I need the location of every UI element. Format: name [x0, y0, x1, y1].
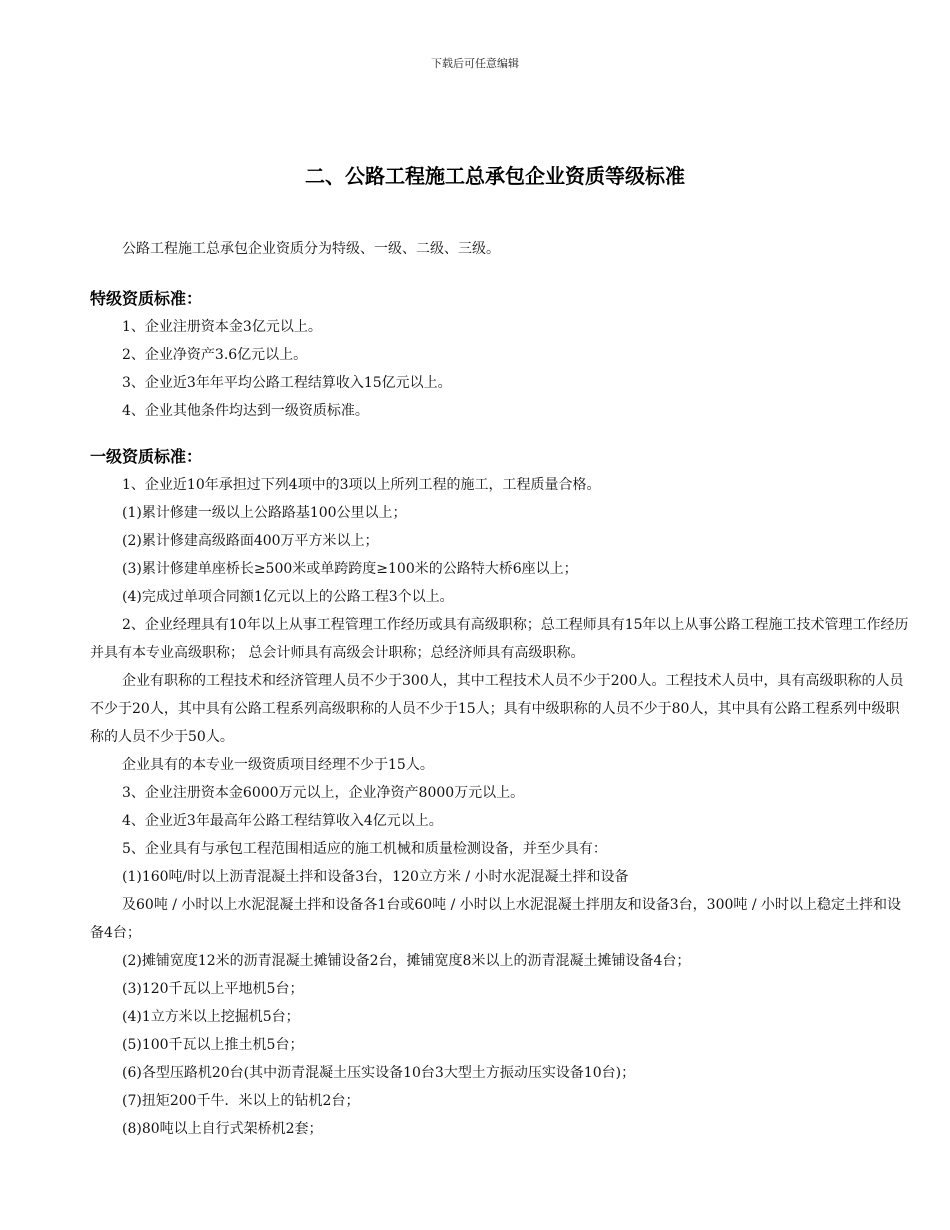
first-item-5-sub: (1)160吨/时以上沥青混凝土拌和设备3台，120立方米 / 小时水泥混凝土拌和设备: [122, 869, 629, 885]
document-body: [90, 235, 912, 1143]
first-item-5-sub-cont: 及60吨 / 小时以上水泥混凝土拌和设备各1台或60吨 / 小时以上水泥混凝土拌朋友和设备3台，300吨 / 小时以上稳定土拌和设备4台；: [90, 897, 902, 941]
first-item-5-sub: (5)100千瓦以上推土机5台；: [122, 1037, 304, 1053]
first-item-2: 2、企业经理具有10年以上从事工程管理工作经历或具有高级职称；总工程师具有15年以上从事公路工程施工技术管理工作经历并具有本专业高级职称； 总会计师具有高级会计职称；总经济师具有高级职称。: [90, 617, 909, 661]
page-header-note: 下载后可任意编辑: [431, 57, 519, 70]
special-item: 2、企业净资产3.6亿元以上。: [122, 347, 308, 363]
first-item-5-sub: (8)80吨以上自行式架桥机2套；: [122, 1121, 323, 1137]
first-item-2-project-managers: 企业具有的本专业一级资质项目经理不少于15人。: [122, 757, 434, 773]
first-item-5-sub: (6)各型压路机20台(其中沥青混凝土压实设备10台3大型土方振动压实设备10台)；: [122, 1065, 636, 1081]
intro-paragraph: 公路工程施工总承包企业资质分为特级、一级、二级、三级。: [122, 241, 500, 257]
special-item: 4、企业其他条件均达到一级资质标准。: [122, 403, 369, 419]
first-item-2-staff: 企业有职称的工程技术和经济管理人员不少于300人，其中工程技术人员不少于200人。工程技术人员中，具有高级职称的人员不少于20人，其中具有公路工程系列高级职称的人员不少于15人；具有中级职称的人员不少于80人，其中具有公路工程系列中级职称的人员不少于50人。: [90, 673, 904, 745]
first-item-5-sub: (4)1立方米以上挖掘机5台；: [122, 1009, 300, 1025]
first-item-1: 1、企业近10年承担过下列4项中的3项以上所列工程的施工，工程质量合格。: [122, 477, 601, 493]
first-item-1-sub: (3)累计修建单座桥长≥500米或单跨跨度≥100米的公路特大桥6座以上；: [122, 561, 578, 577]
first-item-5-sub: (3)120千瓦以上平地机5台；: [122, 981, 304, 997]
first-item-3: 3、企业注册资本金6000万元以上，企业净资产8000万元以上。: [122, 785, 525, 801]
special-grade-heading: 特级资质标准：: [90, 289, 203, 308]
first-item-1-sub: (1)累计修建一级以上公路路基100公里以上；: [122, 505, 407, 521]
special-item: 1、企业注册资本金3亿元以上。: [122, 319, 322, 335]
special-item: 3、企业近3年年平均公路工程结算收入15亿元以上。: [122, 375, 452, 391]
first-item-4: 4、企业近3年最高年公路工程结算收入4亿元以上。: [122, 813, 443, 829]
first-item-5-sub: (7)扭矩200千牛．米以上的钻机2台；: [122, 1093, 360, 1109]
first-grade-heading: 一级资质标准：: [90, 447, 203, 466]
first-item-1-sub: (2)累计修建高级路面400万平方米以上；: [122, 533, 379, 549]
page-title: 二、公路工程施工总承包企业资质等级标准: [305, 164, 685, 188]
first-item-5-sub: (2)摊铺宽度12米的沥青混凝土摊铺设备2台，摊铺宽度8米以上的沥青混凝土摊铺设备4台；: [122, 953, 691, 969]
first-item-1-sub: (4)完成过单项合同额1亿元以上的公路工程3个以上。: [122, 589, 454, 605]
first-item-5: 5、企业具有与承包工程范围相适应的施工机械和质量检测设备，并至少具有：: [122, 841, 607, 857]
